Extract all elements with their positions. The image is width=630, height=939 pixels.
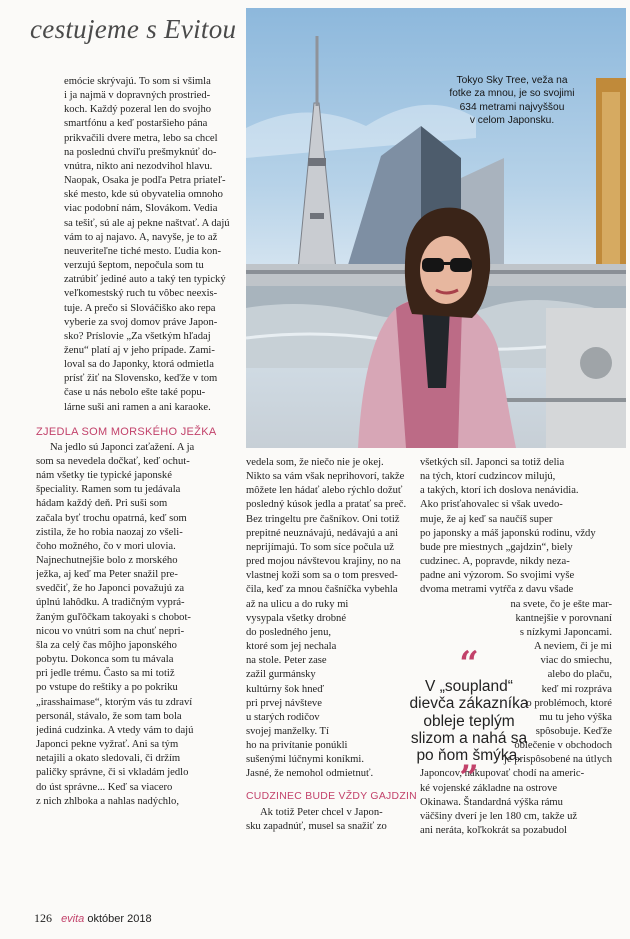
text-line: bude pre miestnych „gajdzin“, biely bbox=[420, 541, 573, 553]
text-line: veľkomestský ruch tu vôbec neexis- bbox=[64, 288, 218, 300]
text-line: netajili a okato sledovali, či držím bbox=[36, 753, 181, 765]
text-line: čoho možného, čo v mori ulovia. bbox=[36, 540, 176, 552]
text-line: Bez tringeltu pre čašníkov. Oni totiž bbox=[246, 513, 400, 525]
text-line: personál, stávalo, že som tam bola bbox=[36, 710, 182, 722]
text-line: na tých, ktorí cudzincov milujú, bbox=[420, 471, 556, 483]
text-line: alebo do plaču, bbox=[547, 669, 612, 681]
text-line: kultúrny šok hneď bbox=[246, 683, 325, 695]
text-line: žaným guľôčkam takoyaki s chobot- bbox=[36, 611, 191, 623]
text-line: mu tu jeho výška bbox=[539, 711, 612, 723]
text-line: pri jedle trému. Často sa mi totiž bbox=[36, 668, 175, 680]
text-line: väčšiny dverí je len 180 cm, takže už bbox=[420, 810, 578, 822]
close-quote-mark: ” bbox=[459, 758, 479, 799]
article-column-1 bbox=[36, 75, 240, 809]
text-line: prepitné neuznávajú, nedávajú a ani bbox=[246, 527, 399, 539]
text-line: je prispôsobené na útlych bbox=[504, 754, 612, 766]
text-line: Japoncov, nakupovať chodí na americ- bbox=[420, 768, 585, 780]
text-line: úplnú lahôdku. A tradičným vyprá- bbox=[36, 597, 185, 609]
text-line: Ako prisťahovalec si však uvedo- bbox=[420, 499, 563, 511]
text-line: vnútra, nikto ani nezodvihol hlavu. bbox=[64, 160, 213, 172]
text-line: tuje. A prečo si Slováčiško ako repa bbox=[64, 302, 216, 314]
text-line: o problémoch, ktoré bbox=[526, 697, 612, 709]
pull-quote-text bbox=[395, 678, 543, 764]
text-line: zatrúbiť jediné auto a taký ten typický bbox=[64, 274, 226, 286]
text-line: Naopak, Osaka je podľa Petra priateľ- bbox=[64, 175, 226, 187]
text-line: Najnechutnejšie bolo z morského bbox=[36, 555, 178, 566]
section-heading-gajdzin: CUDZINEC BUDE VŽDY GAJDZIN bbox=[246, 790, 417, 802]
text-line: obleje teplým bbox=[423, 712, 515, 730]
text-line: „irasshaimase“, ktorým vás tu zdraví bbox=[36, 696, 193, 708]
text-line: som sa nevedela dočkať, keď ochut- bbox=[36, 455, 190, 467]
issue-date: október 2018 bbox=[87, 913, 152, 925]
column1-paragraph2 bbox=[36, 441, 240, 809]
text-line: šla za celý čas môjho japonského bbox=[36, 639, 177, 651]
text-line: neuveriteľne tiché mesto. Ľudia kon- bbox=[64, 245, 221, 257]
text-line: viac do smiechu, bbox=[540, 655, 612, 667]
text-line: zažil gurmánsky bbox=[246, 669, 316, 681]
text-line: A neviem, či je mi bbox=[534, 641, 612, 653]
text-line: keď mi rozpráva bbox=[541, 683, 612, 695]
caption-line: Tokyo Sky Tree, veža na bbox=[456, 75, 568, 86]
magazine-name: evita bbox=[61, 913, 85, 925]
text-line: cudzinec. A, popravde, nikdy neza- bbox=[420, 556, 570, 568]
text-line: sku zapadnúť, musel sa snažiť zo bbox=[246, 820, 387, 832]
text-line: Japonci pekne vyžrať. Ani sa tým bbox=[36, 739, 179, 751]
text-line: i ja najmä v dopravných prostried- bbox=[64, 90, 211, 102]
text-line: lárne suši ani ramen a ani karaoke. bbox=[64, 401, 211, 413]
text-line: V „soupland“ bbox=[425, 678, 513, 695]
text-line: paličky správne, či si vkladám jedlo bbox=[36, 767, 189, 779]
text-line: sa tešiť, sú ale aj pekne naštvať. A dajú bbox=[64, 217, 230, 229]
text-line: pred mojou návštevou krajiny, no na bbox=[246, 556, 401, 568]
text-line: môžete len hádať alebo rýchlo dožuť bbox=[246, 485, 403, 497]
text-line: posledný kúsok jedla a pratať sa preč. bbox=[246, 499, 407, 511]
text-line: dievča zákazníka bbox=[409, 695, 529, 713]
text-line: slizom a nahá sa bbox=[410, 729, 528, 747]
text-line: prísť žiť na Slovensko, keďže v tom bbox=[64, 373, 218, 385]
text-line: oblečenie v obchodoch bbox=[514, 740, 612, 752]
text-line: Jasné, že nemohol odmietnuť. bbox=[246, 768, 374, 780]
text-line: vyberie za svoj domov práve Japon- bbox=[64, 316, 218, 328]
text-line: do úst správne... Keď sa viacero bbox=[36, 781, 173, 793]
text-line: nicou vo vnútri som na chuť nepri- bbox=[36, 625, 185, 637]
text-line: vysypala všetky drobné bbox=[246, 612, 347, 624]
text-line: po japonsky a máš japonskú rodinu, vždy bbox=[420, 527, 596, 539]
text-line: prikvačili dvere metra, lebo sa chcel bbox=[64, 132, 218, 144]
text-line: začala byť trochu opatrná, keď som bbox=[36, 512, 187, 524]
page-footer bbox=[34, 911, 152, 926]
text-line: na stole. Peter zase bbox=[246, 655, 327, 667]
text-line: ženu“ platí aj v jeho prípade. Zami- bbox=[64, 344, 215, 356]
open-quote-mark: “ bbox=[459, 644, 479, 684]
text-line: s nízkymi Japoncami. bbox=[519, 626, 612, 638]
text-line: muje, že aj keď sa naučíš super bbox=[420, 513, 553, 525]
text-line: po ňom šmýka. bbox=[416, 747, 522, 765]
text-line: neprijímajú. To som síce počula už bbox=[246, 541, 394, 553]
text-line: viac podobní nám, Slovákom. Vedia bbox=[64, 203, 218, 215]
column2-paragraph2 bbox=[246, 806, 426, 834]
text-line: vám to aj najavo. A, navyše, je to až bbox=[64, 231, 218, 243]
text-line: u starých rodičov bbox=[246, 711, 320, 723]
text-line: loval sa do Japonky, ktorá odmietla bbox=[64, 359, 214, 371]
text-line: ské mesto, kde sú obyvatelia omnoho bbox=[64, 189, 223, 201]
page-number: 126 bbox=[34, 911, 52, 925]
text-line: pri prvej návšteve bbox=[246, 697, 322, 709]
text-line: jediná cudzinka. A vtedy vám to dajú bbox=[36, 724, 194, 736]
text-line: Okinawa. Štandardná výška rámu bbox=[420, 796, 563, 808]
text-line: z nich zhlboka a nahlas nadýchlo, bbox=[36, 795, 179, 807]
text-line: ani neráta, koľkokrát sa pozabudol bbox=[420, 825, 567, 837]
caption-line: v celom Japonsku. bbox=[469, 115, 555, 127]
text-line: až na ulicu a do ruky mi bbox=[246, 598, 349, 610]
text-line: kantnejšie v porovnaní bbox=[515, 612, 612, 624]
text-line: špeciality. Ramen som tu jedávala bbox=[36, 484, 181, 496]
text-line: spôsobuje. Keďže bbox=[535, 725, 612, 737]
caption-line: fotke za mnou, je so svojimi bbox=[449, 88, 575, 100]
text-line: čase u nás nebolo ešte také popu- bbox=[64, 387, 206, 399]
text-line: zistila, že ho robia naozaj zo všeli- bbox=[36, 526, 183, 538]
text-line: sušenými lúčnymi koníkmi. bbox=[246, 754, 365, 766]
text-line: Ak totiž Peter chcel v Japon- bbox=[260, 806, 383, 818]
text-line: verzujú šeptom, nepočula som tu bbox=[64, 260, 204, 272]
text-line: na poslednú chvíľu prešmyknúť do- bbox=[64, 146, 217, 158]
text-line: ho na privítanie ponúkli bbox=[246, 740, 348, 752]
text-line: svojej manželky. Tí bbox=[246, 725, 329, 737]
text-line: ké vojenské základne na ostrove bbox=[420, 782, 558, 794]
text-line: ktoré som jej nechala bbox=[246, 641, 337, 653]
column1-paragraph1 bbox=[36, 75, 240, 415]
caption-line: 634 metrami najvyššou bbox=[459, 101, 565, 113]
text-line: na svete, čo je ešte mar- bbox=[510, 598, 612, 610]
photo-caption bbox=[428, 74, 596, 128]
text-line: Na jedlo sú Japonci zaťažení. A ja bbox=[50, 441, 195, 453]
article-photo bbox=[246, 8, 626, 448]
text-line: hádam každý deň. Pri suši som bbox=[36, 498, 168, 510]
text-line: sko? Príslovie „Za všetkým hľadaj bbox=[64, 330, 211, 342]
text-line: emócie skrývajú. To som si všimla bbox=[64, 76, 211, 87]
text-line: smartfónu a keď postaršieho pána bbox=[64, 118, 208, 130]
text-line: ježka, aj keď ma Peter snažil pre- bbox=[36, 569, 178, 581]
section-heading-morsky-jezko: ZJEDLA SOM MORSKÉHO JEŽKA bbox=[36, 425, 217, 438]
text-line: po vstupe do reštiky a po pokriku bbox=[36, 682, 178, 694]
section-title: cestujeme s Evitou bbox=[30, 14, 237, 44]
text-line: vlastnej koži som sa o tom presved- bbox=[246, 570, 398, 582]
text-line: koch. Každý pozeral len do svojho bbox=[64, 104, 212, 116]
text-line: a takých, ktorí ich doslova nenávidia. bbox=[420, 485, 579, 497]
text-line: dvoma metrami vytŕča z davu všade bbox=[420, 584, 574, 596]
text-line: do posledného jenu, bbox=[246, 626, 332, 638]
text-line: vedela som, že niečo nie je okej. bbox=[246, 457, 384, 468]
text-line: všetkých síl. Japonci sa totiž delia bbox=[420, 457, 565, 468]
text-line: nám všetky tie typické japonské bbox=[36, 470, 172, 482]
text-line: Nikto sa vám však neprihovorí, takže bbox=[246, 471, 405, 483]
text-line: čila, keď za mnou čašníčka vybehla bbox=[246, 584, 398, 596]
text-line: padne ani výzorom. So svojimi vyše bbox=[420, 570, 575, 582]
text-line: pobytu. Dokonca som tu mávala bbox=[36, 654, 174, 666]
text-line: svedčiť, že ho Japonci považujú za bbox=[36, 583, 185, 595]
